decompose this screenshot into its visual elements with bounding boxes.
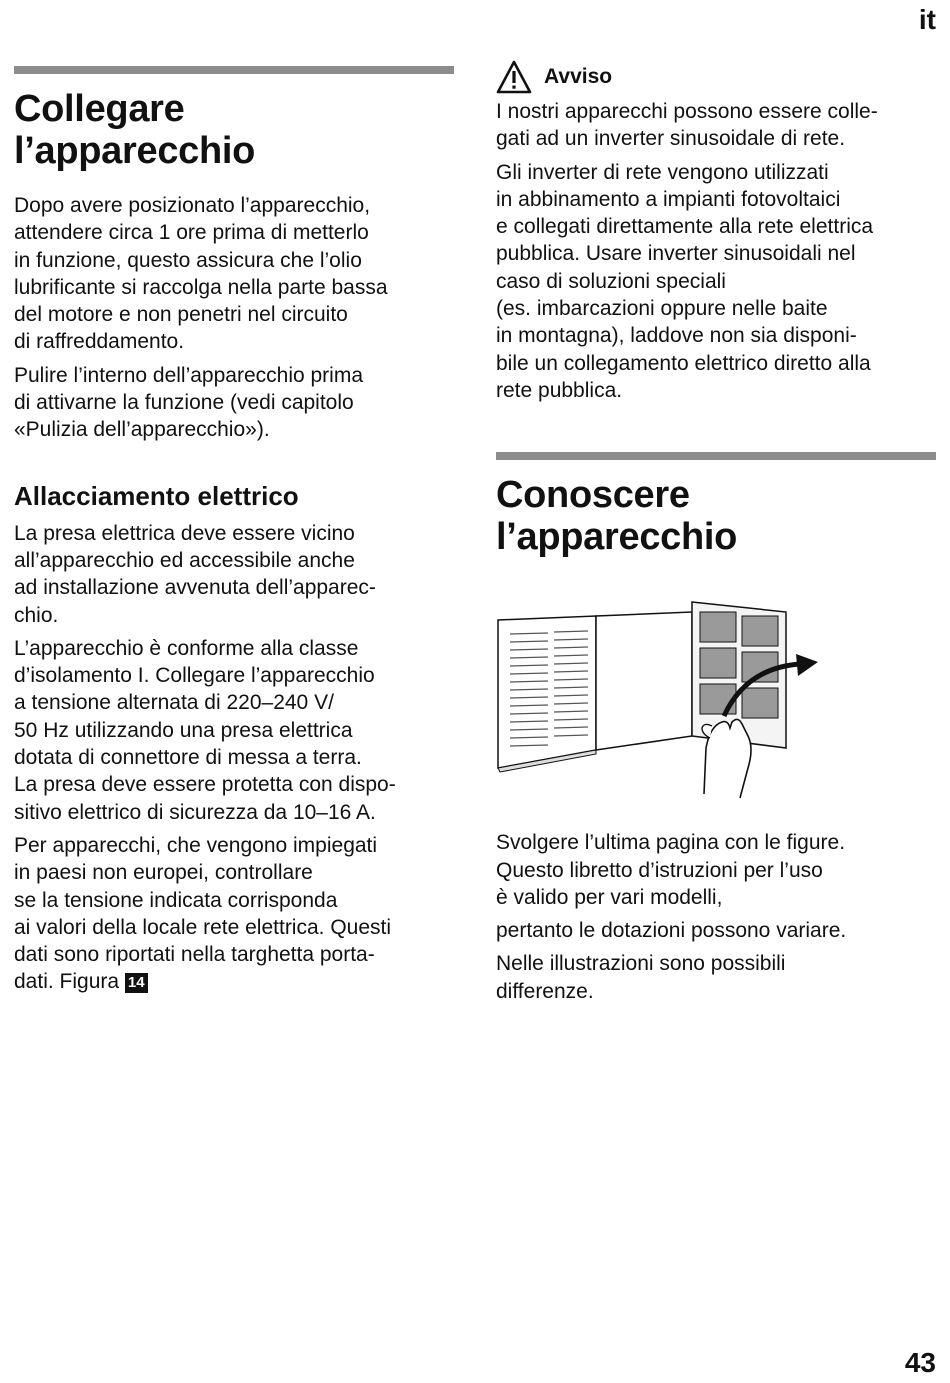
section-rule <box>14 66 454 74</box>
paragraph: Gli inverter di rete vengono utilizzati in abbinamento a impianti fotovoltaici e collegati direttamente alla rete elettrica pubblica. Usare inverter sinusoidali nel caso di soluzioni speciali (es. imbarcazioni oppure nelle baite in montagna), laddove non sia disponi- bile un collegamento elettrico diretto alla rete pubblica. <box>496 160 874 402</box>
paragraph-with-figure-ref <box>14 832 454 996</box>
subsection-title-allacciamento: Allacciamento elettrico <box>14 480 299 511</box>
warning-triangle-icon <box>496 60 532 94</box>
section-rule <box>496 452 936 460</box>
warning-header <box>496 60 936 94</box>
page-number: 43 <box>904 1347 936 1378</box>
section-title-collegare: Collegare l’apparecchio <box>14 88 256 172</box>
paragraph: Pulire l’interno dell’apparecchio prima di attivarne la funzione (vedi capitolo «Pulizia dell’apparecchio»). <box>14 363 364 442</box>
figure-reference-badge: 14 <box>125 973 148 993</box>
paragraph: Svolgere l’ultima pagina con le figure. Questo libretto d’istruzioni per l’uso è valido per vari modelli, <box>496 831 846 909</box>
booklet-unfold-figure <box>496 598 826 808</box>
right-column <box>496 60 936 1011</box>
paragraph: pertanto le dotazioni possono variare. <box>496 919 847 943</box>
warning-title: Avviso <box>544 65 613 88</box>
paragraph: Nelle illustrazioni sono possibili differenze. <box>496 952 786 1003</box>
paragraph: La presa elettrica deve essere vicino all’apparecchio ed accessibile anche ad installazione avvenuta dell’apparec- chio. <box>14 521 376 627</box>
section-title-conoscere: Conoscere l’apparecchio <box>496 474 738 559</box>
language-tag: it <box>918 4 936 35</box>
left-column <box>14 66 454 1002</box>
paragraph-text: Per apparecchi, che vengono impiegati in paesi non europei, controllare se la tensione indicata corrisponda ai valori della locale rete elettrica. Questi dati sono riportati nella targhetta porta- dati. Figura <box>14 833 392 994</box>
booklet-illustration <box>496 598 936 813</box>
paragraph: Dopo avere posizionato l’apparecchio, attendere circa 1 ore prima di metterlo in funzione, questo assicura che l’olio lubrificante si raccolga nella parte bassa del motore e non penetri nel circuito di raffreddamento. <box>14 194 388 354</box>
paragraph: L’apparecchio è conforme alla classe d’isolamento I. Collegare l’apparecchio a tensione alternata di 220–240 V/ 50 Hz utilizzando una presa elettrica dotata di connettore di messa a terra. La presa deve essere protetta con dispo- sitivo elettrico di sicurezza da 10–16 A. <box>14 636 396 824</box>
paragraph: I nostri apparecchi possono essere colle- gati ad un inverter sinusoidale di rete. <box>496 100 878 151</box>
